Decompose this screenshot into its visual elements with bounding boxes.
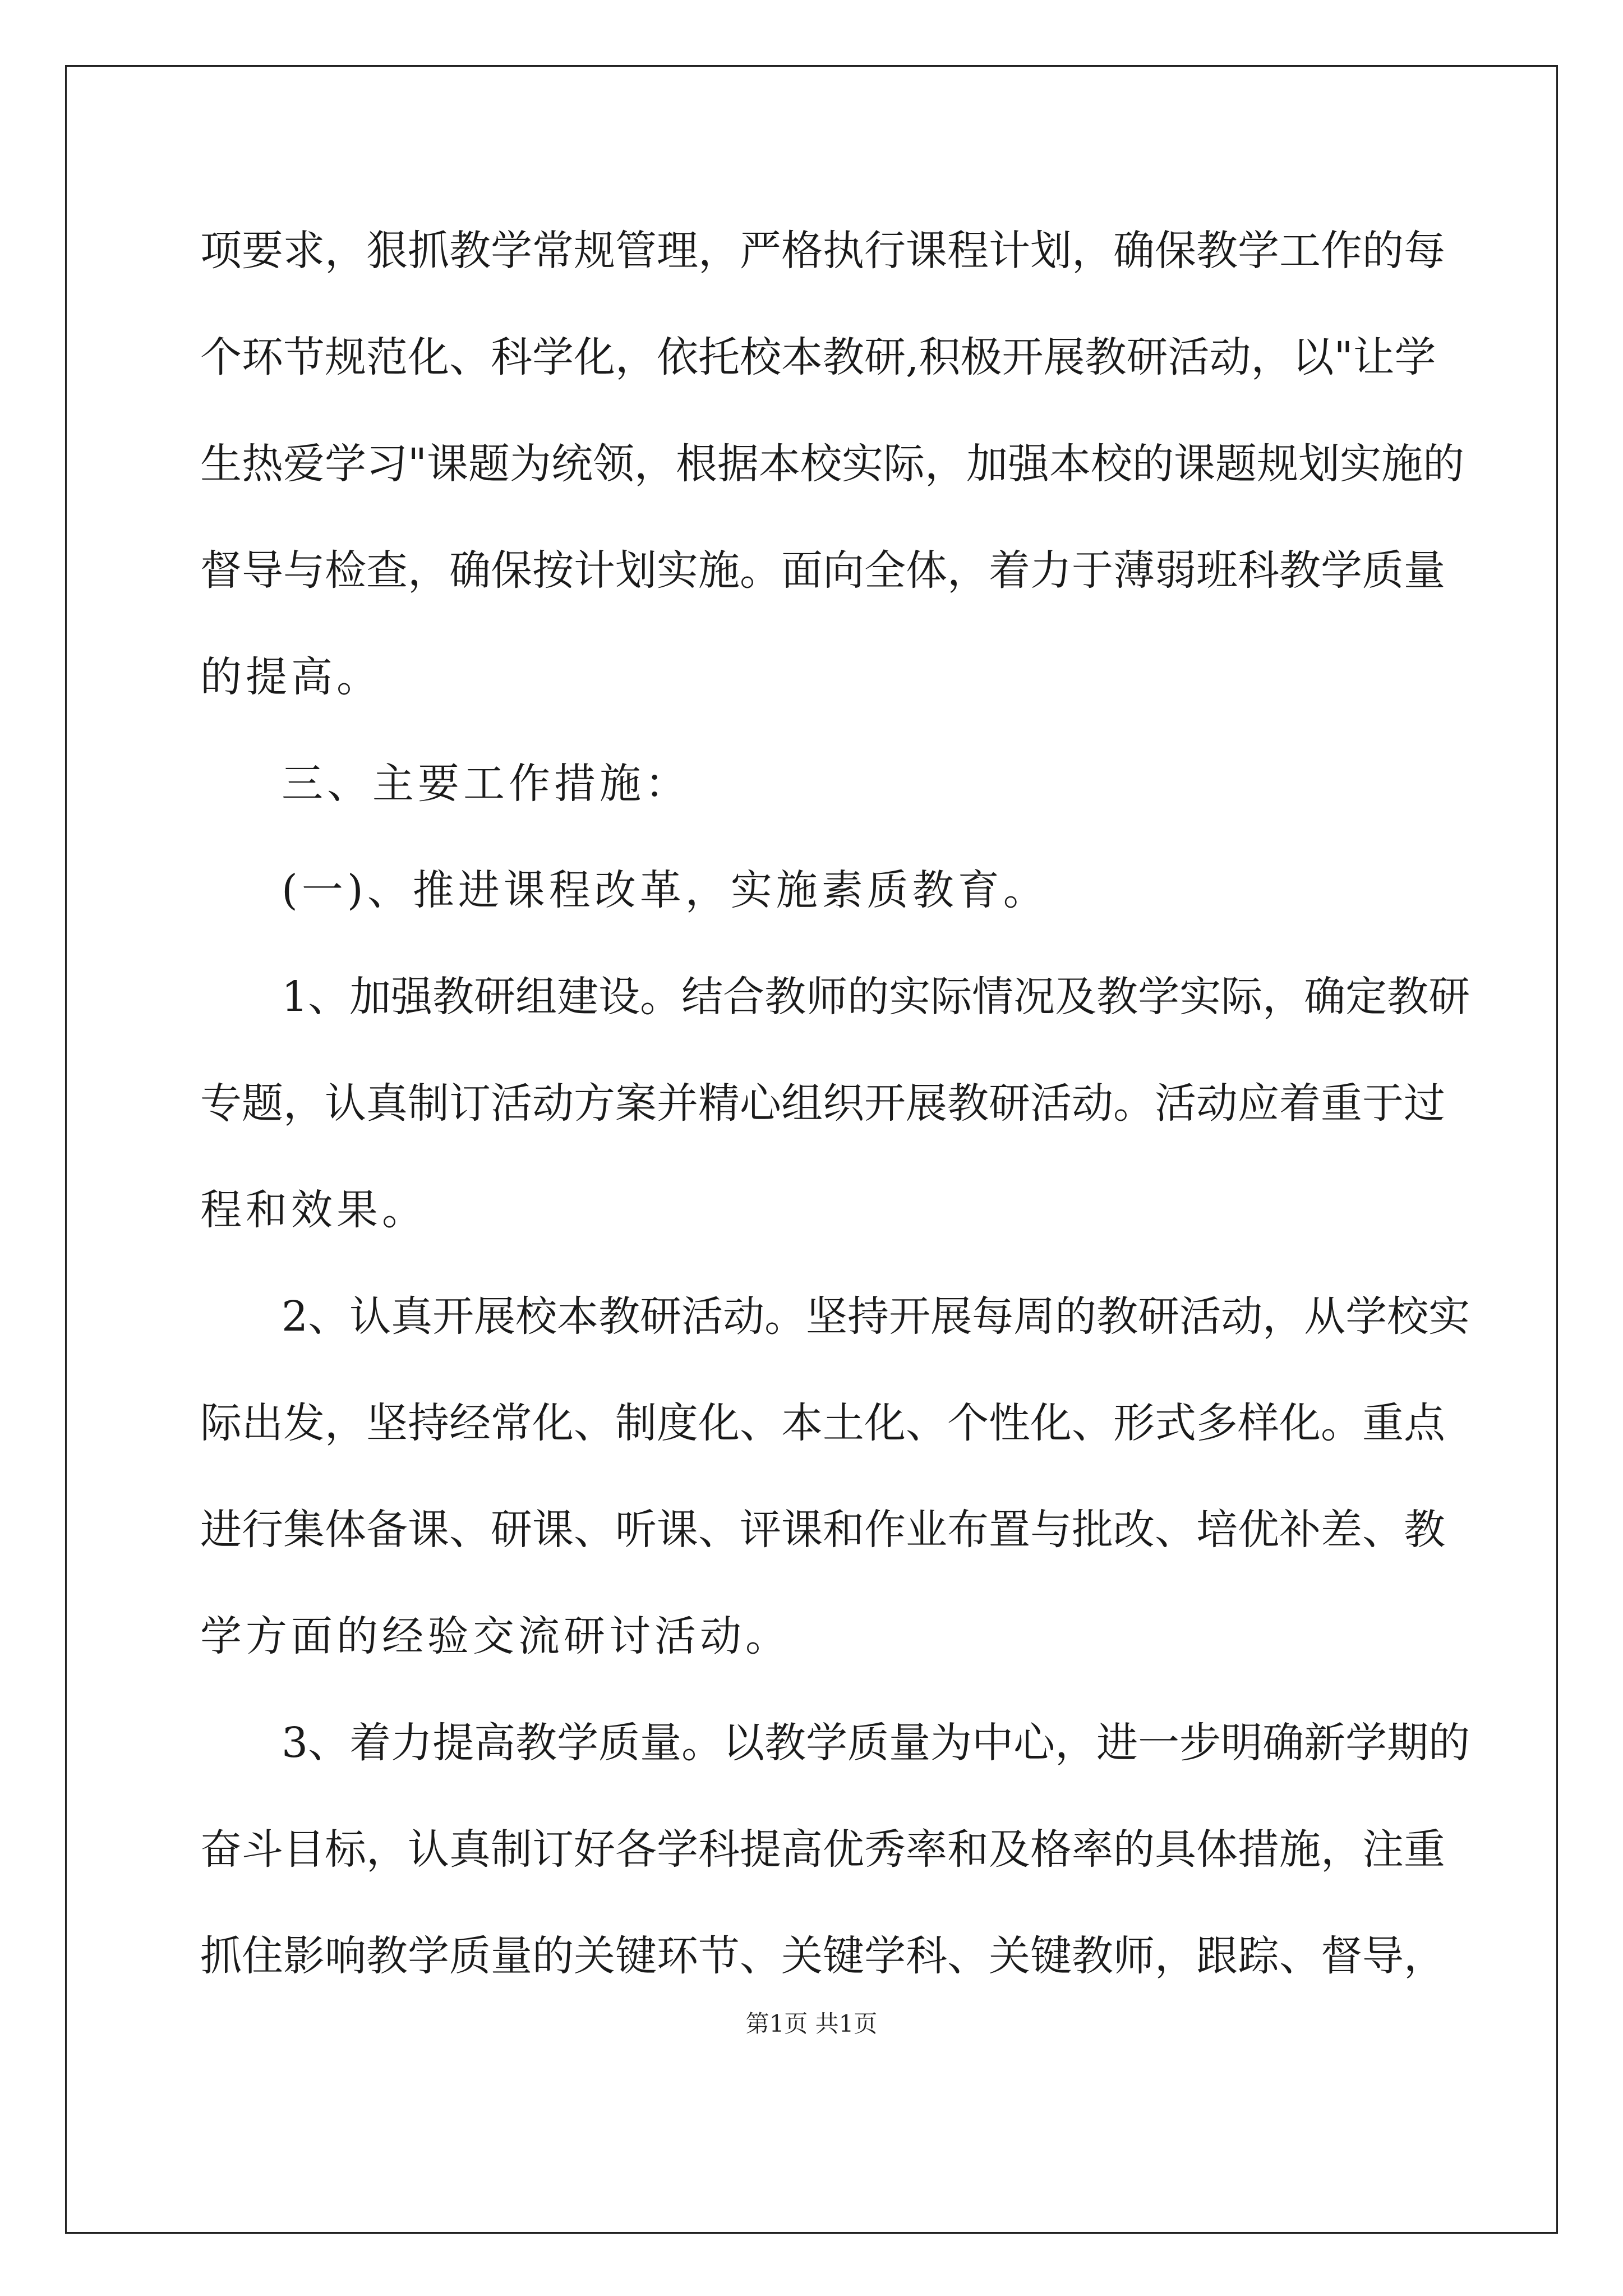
text-line: 2、认真开展校本教研活动。坚持开展每周的教研活动，从学校实: [282, 1292, 1470, 1341]
text-line: 3、着力提高教学质量。以教学质量为中心，进一步明确新学期的: [282, 1719, 1470, 1767]
text-line: 奋斗目标，认真制订好各学科提高优秀率和及格率的具体措施，注重: [200, 1825, 1445, 1874]
text-line: 抓住影响教学质量的关键环节、关键学科、关键教师，跟踪、督导，: [200, 1932, 1445, 1980]
text-line: 生热爱学习"课题为统领，根据本校实际，加强本校的课题规划实施的: [200, 440, 1465, 488]
page-number-footer: 第1页 共1页: [745, 2010, 878, 2037]
text-line: 的提高。: [200, 653, 382, 701]
text-line: 学方面的经验交流研讨活动。: [200, 1612, 791, 1660]
section-heading: 三、主要工作措施：: [282, 760, 690, 808]
text-line: 进行集体备课、研课、听课、评课和作业布置与批改、培优补差、教: [200, 1506, 1445, 1554]
text-line: 项要求，狠抓教学常规管理，严格执行课程计划，确保教学工作的每: [200, 227, 1445, 275]
text-line: 督导与检查，确保按计划实施。面向全体，着力于薄弱班科教学质量: [200, 546, 1445, 595]
subsection-heading: (一)、推进课程改革，实施素质教育。: [282, 866, 1049, 914]
text-line: 1、加强教研组建设。结合教师的实际情况及教学实际，确定教研: [282, 973, 1470, 1021]
text-line: 际出发，坚持经常化、制度化、本土化、个性化、形式多样化。重点: [200, 1399, 1445, 1447]
text-line: 专题，认真制订活动方案并精心组织开展教研活动。活动应着重于过: [200, 1079, 1445, 1128]
text-line: 程和效果。: [200, 1186, 427, 1234]
text-line: 个环节规范化、科学化，依托校本教研,积极开展教研活动，以"让学: [200, 333, 1436, 381]
page-border: [65, 65, 1558, 2234]
